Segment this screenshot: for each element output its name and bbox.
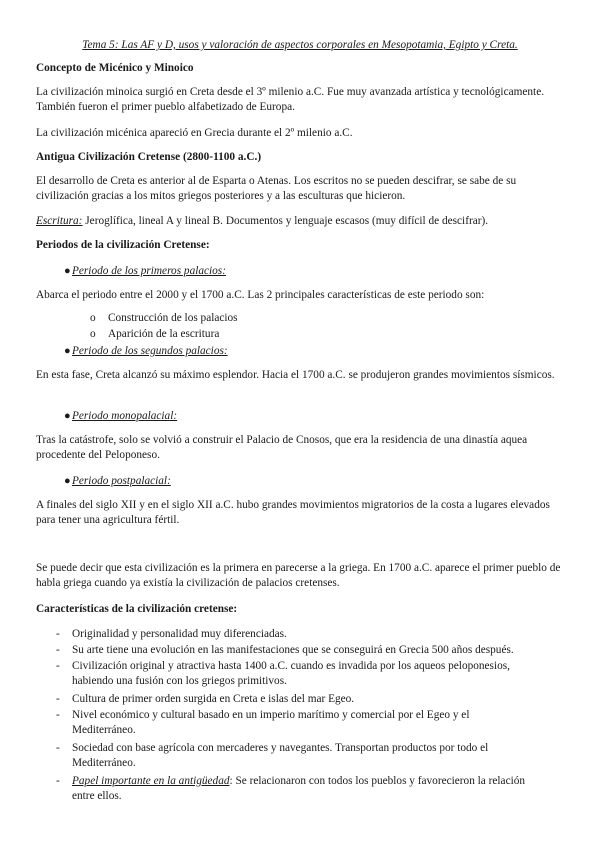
- period-1-title: Periodo de los primeros palacios:: [72, 265, 226, 277]
- heading-micenico-minoico: Concepto de Micénico y Minoico: [36, 62, 194, 74]
- period-2-title: Periodo de los segundos palacios:: [72, 345, 228, 357]
- papel-importante-text: : Se relacionaron con todos los pueblos y favorecieron la relación entre ellos.: [72, 775, 526, 802]
- characteristic-5: Nivel económico y cultural basado en un imperio marítimo y comercial por el Egeo y el Mediterráneo.: [72, 709, 470, 736]
- heading-caracteristicas: Características de la civilización cretense:: [36, 603, 238, 615]
- period-3-text: Tras la catástrofe, solo se volvió a construir el Palacio de Cnosos, que era la residencia de una dinastía aquea procedente del Peloponeso.: [36, 434, 528, 461]
- bullet-icon: ●: [64, 345, 71, 357]
- papel-importante-label: Papel importante en la antigüedad: [72, 775, 230, 787]
- paragraph-micenica: La civilización micénica apareció en Grecia durante el 2º milenio a.C.: [36, 127, 353, 139]
- paragraph-primera-griega: Se puede decir que esta civilización es la primera en parecerse a la griega. En 1700 a.C. aparece el primer pueblo de habla griega cuando ya existía la civilización de palacios cretenses.: [36, 562, 561, 589]
- period-3-title: Periodo monopalacial:: [72, 410, 178, 422]
- bullet-icon: ●: [64, 265, 71, 277]
- escritura-text: Jeroglífica, lineal A y lineal B. Documentos y lenguaje escasos (muy difícil de descifrar).: [82, 215, 489, 227]
- period-1-text: Abarca el periodo entre el 2000 y el 1700 a.C. Las 2 principales características de este periodo son:: [36, 289, 485, 301]
- bullet-icon: ●: [64, 410, 71, 422]
- heading-civilizacion-cretense: Antigua Civilización Cretense (2800-1100 a.C.): [36, 151, 262, 163]
- characteristic-7: [72, 774, 532, 804]
- dash-marker: -: [56, 709, 60, 721]
- dash-marker: -: [56, 742, 60, 754]
- dash-marker: -: [56, 628, 60, 640]
- bullet-icon: ●: [64, 475, 71, 487]
- dash-marker: -: [56, 775, 60, 787]
- characteristic-1: Originalidad y personalidad muy diferenciadas.: [72, 628, 287, 640]
- dash-marker: -: [56, 693, 60, 705]
- sub-item-1: Construcción de los palacios: [108, 312, 238, 324]
- period-4-title: Periodo postpalacial:: [72, 475, 171, 487]
- document-title: Tema 5: Las AF y D, usos y valoración de aspectos corporales en Mesopotamia, Egipto y Creta.: [82, 39, 518, 51]
- characteristic-2: Su arte tiene una evolución en las manifestaciones que se conseguirá en Grecia 500 años después.: [72, 644, 514, 656]
- paragraph-minoica: La civilización minoica surgió en Creta desde el 3º milenio a.C. Fue muy avanzada artística y tecnológicamente. También fueron el primer pueblo alfabetizado de Europa.: [36, 86, 545, 113]
- sub-bullet-icon: o: [90, 328, 96, 340]
- paragraph-desarrollo-creta: El desarrollo de Creta es anterior al de Esparta o Atenas. Los escritos no se pueden descifrar, se sabe de su civilización gracias a los mitos griegos posteriores y a las esculturas que hicieron.: [36, 175, 517, 202]
- characteristic-3: Civilización original y atractiva hasta 1400 a.C. cuando es invadida por los aqueos peloponesios, habiendo una fusión con los griegos primitivos.: [72, 660, 510, 687]
- sub-bullet-icon: o: [90, 312, 96, 324]
- dash-marker: -: [56, 644, 60, 656]
- escritura-label: Escritura:: [36, 215, 83, 227]
- heading-periodos: Periodos de la civilización Cretense:: [36, 239, 210, 251]
- period-2-text: En esta fase, Creta alcanzó su máximo esplendor. Hacia el 1700 a.C. se produjeron grandes movimientos sísmicos.: [36, 369, 555, 381]
- characteristic-6: Sociedad con base agrícola con mercaderes y navegantes. Transportan productos por todo el Mediterráneo.: [72, 742, 489, 769]
- paragraph-escritura: [36, 214, 566, 229]
- dash-marker: -: [56, 660, 60, 672]
- characteristic-4: Cultura de primer orden surgida en Creta e islas del mar Egeo.: [72, 693, 355, 705]
- period-4-text: A finales del siglo XII y en el siglo XII a.C. hubo grandes movimientos migratorios de la costa a lugares elevados para tener una agricultura fértil.: [36, 499, 550, 526]
- sub-item-2: Aparición de la escritura: [108, 328, 220, 340]
